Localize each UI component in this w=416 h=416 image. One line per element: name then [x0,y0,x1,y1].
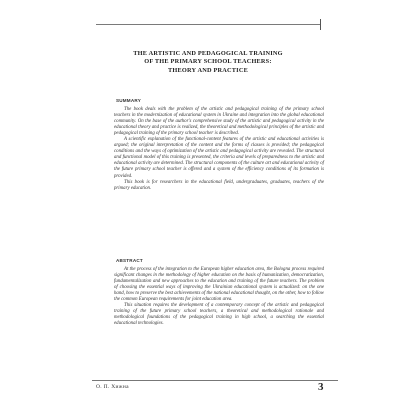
summary-heading: SUMMARY [116,98,141,103]
footer-author: О. П. Хижна [96,384,129,390]
page-number: 3 [318,381,324,393]
title-line: THEORY AND PRACTICE [168,66,248,74]
title-line: OF THE PRIMARY SCHOOL TEACHERS: [144,58,272,66]
top-rule-line [96,24,320,25]
title-line: THE ARTISTIC AND PEDAGOGICAL TRAINING [133,50,283,57]
abstract-paragraph: At the process of the integration to the European higher education area, the Bologna process required significant changes in the methodology of higher education on the basis of humanization, democratization, fundamentalization and new approaches to the education and training of the future teachers. The problem of choosing the essential ways of improving the Ukrainian educational system is actualized: on the one hand, how to preserve the best achievements of the national educational thought, on the other, how to follow the common European requirements for joint education area. [114,267,324,303]
summary-body [114,107,324,192]
summary-paragraph: A scientific explanation of the functional-content features of the artistic and educational activities is argued; the original interpretation of the content and the forms of classes is provided; the pedagogical conditions and the ways of optimization of the artistic and pedagogical activity are revealed. The structural and functional model of this training is presented, the criteria and levels of preparedness to the artistic and educational activity are determined. The structural components of the culture art and educational activity of the future primary school teacher is offered and a system of the efficiency conditions of its formation is provided. [114,137,324,179]
abstract-paragraph: This situation requires the development of a contemporary concept of the artistic and pedagogical training of the future primary school teachers, a theoretical and methodological rationale and methodological foundations of the pedagogical training in high school, a searching the essential educational technologies. [114,303,324,327]
summary-paragraph: This book is for researchers in the educational field, undergraduates, graduates, teachers of the primary education. [114,179,324,191]
abstract-heading: ABSTRACT [116,258,143,263]
footer-rule-line [92,380,338,381]
abstract-body [114,267,324,327]
crop-mark [320,19,321,30]
book-title [86,50,330,75]
summary-paragraph: The book deals with the problem of the artistic and pedagogical training of the primary school teachers in the modernization of educational system in Ukraine and integration into the global educational community. On the base of the author's comprehensive study of the artistic and pedagogical activity in the educational theory and practice is realized, the theoretical and methodological principles of the artistic and pedagogical training of the primary school teacher is described. [114,107,324,137]
